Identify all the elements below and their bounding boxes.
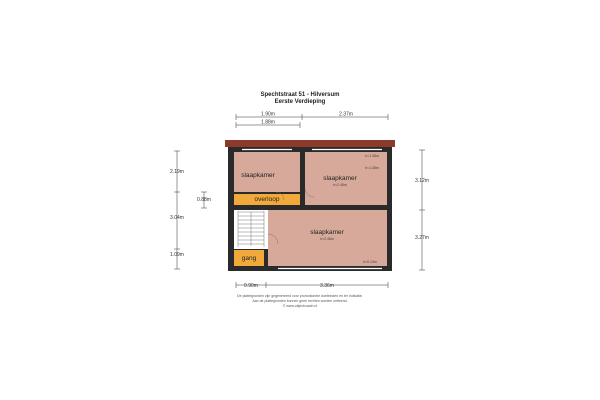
dim-top-outer-left: 1.90m: [261, 111, 275, 118]
dim-left-3: 3.04m: [170, 215, 184, 221]
dim-left-4: 1.09m: [170, 252, 184, 258]
plan-subtitle: Eerste Verdieping: [274, 99, 326, 105]
bottom-dimensions: [236, 282, 388, 288]
note-slaapkamer-2-top: h=1.38m: [365, 154, 379, 158]
height-slaapkamer-3: h=2.48m: [320, 237, 334, 241]
footer-disclaimer-2: Aan de plattegronden kunnen geen rechten worden ontleend.: [252, 299, 348, 303]
dim-left-1: 2.19m: [170, 169, 184, 175]
dim-top-right: 2.37m: [339, 111, 353, 118]
note-slaapkamer-2-mid: h=1.38m: [365, 166, 379, 170]
footer-copyright: © www.objectcoach.nl: [282, 304, 318, 308]
dim-right-1: 3.12m: [415, 178, 429, 184]
dim-left-2: 0.88m: [197, 197, 211, 203]
dim-bottom-left: 0.90m: [244, 283, 258, 289]
label-gang: gang: [241, 255, 257, 262]
label-slaapkamer-1: slaapkamer: [241, 172, 275, 179]
roof-strip: [225, 140, 395, 147]
plan-title: Spechtstraat 51 - Hilversum: [260, 92, 340, 98]
height-slaapkamer-2: h=2.48m: [333, 183, 347, 187]
footer-disclaimer-1: De plattegronden zijn gegenereerd voor promotionele doeleinden en ter indicatie.: [237, 294, 363, 298]
label-overloop: overloop: [254, 196, 280, 203]
label-slaapkamer-2: slaapkamer: [323, 175, 357, 182]
dim-right-2: 3.27m: [415, 235, 429, 241]
label-slaapkamer-3: slaapkamer: [310, 229, 344, 236]
top-dimensions: [236, 111, 388, 128]
note-slaapkamer-3-bottom: h=0.13m: [363, 260, 377, 264]
right-dimensions: [419, 150, 425, 270]
dim-bottom-right: 3.36m: [320, 283, 334, 289]
dim-top-inner-left: 1.88m: [261, 119, 275, 126]
